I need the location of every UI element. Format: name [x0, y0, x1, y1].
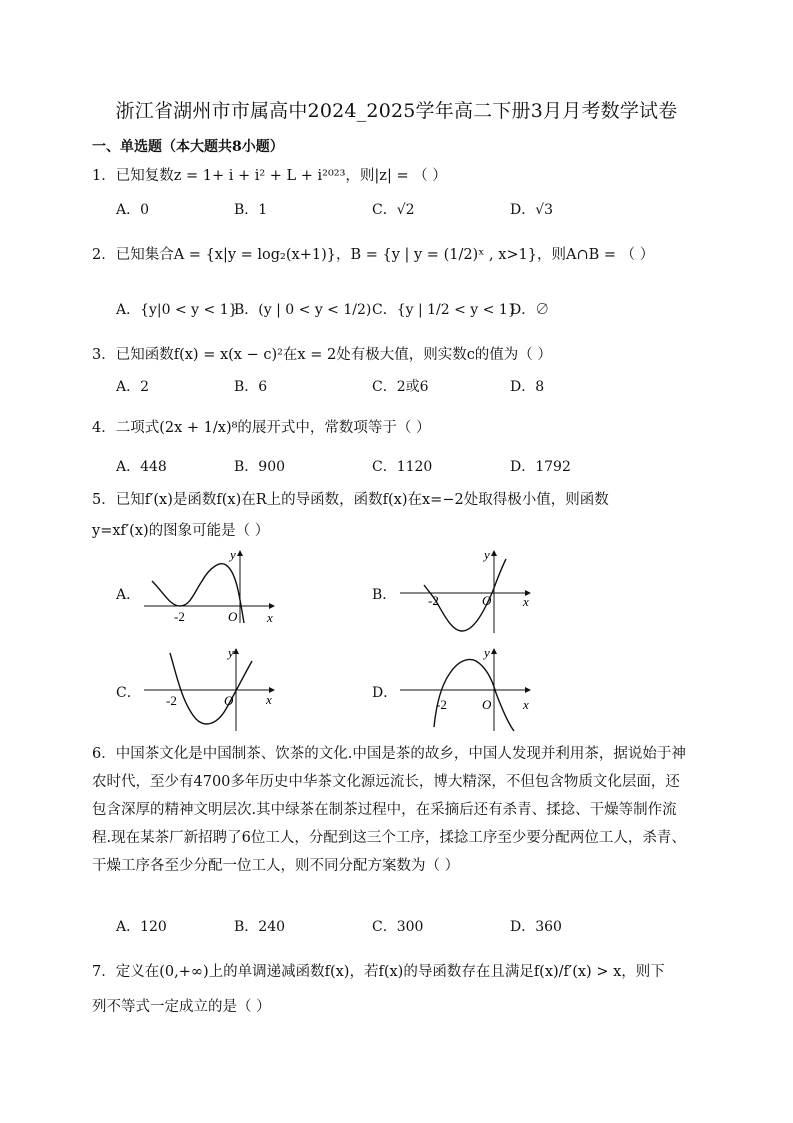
q2-option-c: C．{y | 1/2 < y < 1} [372, 302, 517, 318]
graph-label-b: B． [372, 587, 397, 603]
q1-option-a: A．0 [116, 202, 150, 218]
graph-a-x: x [267, 610, 273, 625]
graph-a-origin: O [228, 609, 238, 624]
q3-option-a: A．2 [116, 379, 150, 395]
graph-a-neg2: -2 [174, 609, 185, 624]
q6-option-d: D．360 [510, 919, 562, 935]
graph-b-y: y [484, 547, 490, 562]
q6-option-b: B．240 [234, 919, 286, 935]
graph-c-origin: O [224, 693, 234, 708]
graph-a [140, 545, 280, 627]
q4-option-b: B．900 [234, 459, 286, 475]
graph-d-neg2: -2 [436, 697, 447, 712]
question-1-stem: 1．已知复数z = 1+ i + i² + L + i²⁰²³，则|z| = （ ） [92, 168, 447, 184]
q4-option-d: D．1792 [510, 459, 571, 475]
graph-d-x: x [523, 697, 529, 712]
q3-option-d: D．8 [510, 379, 545, 395]
graph-a-y: y [230, 547, 236, 562]
question-5-line-2: y=xf′(x)的图象可能是（ ） [92, 523, 270, 539]
graph-label-c: C． [116, 685, 141, 701]
graph-d [396, 643, 538, 735]
question-4-stem: 4．二项式(2x + 1/x)⁸的展开式中，常数项等于（ ） [92, 420, 431, 436]
graph-c-neg2: -2 [166, 693, 177, 708]
question-3-stem: 3．已知函数f(x) = x(x − c)²在x = 2处有极大值，则实数c的值为（ ） [92, 347, 552, 363]
graph-c-x: x [266, 692, 272, 707]
graph-b [396, 545, 538, 637]
q1-option-d: D．√3 [510, 202, 554, 218]
graph-label-d: D． [372, 685, 398, 701]
question-5-line-1: 5．已知f′(x)是函数f(x)在R上的导函数，函数f(x)在x=−2处取得极小值，则函数 [92, 492, 609, 508]
question-6-text: 6．中国茶文化是中国制茶、饮茶的文化.中国是茶的故乡，中国人发现并利用茶，据说始于神农时代，至少有4700多年历史中华茶文化源远流长，博大精深，不但包含物质文化层面，还包含深厚的精神文明层次.其中绿茶在制茶过程中，在采摘后还有杀青、揉捻、干燥等制作流程.现在某茶厂新招聘了6位工人，分配到这三个工序，揉捻工序至少要分配两位工人，杀青、干燥工序各至少分配一位工人，则不同分配方案数为（ ） [92, 746, 686, 874]
graph-b-neg2: -2 [428, 593, 439, 608]
question-7-line-1: 7．定义在(0,+∞)上的单调递减函数f(x)，若f(x)的导函数存在且满足f(x)/f′(x) > x，则下 [92, 964, 665, 980]
graph-c [140, 643, 280, 735]
graph-b-origin: O [482, 593, 492, 608]
q1-option-c: C．√2 [372, 202, 415, 218]
q2-option-a: A．{y|0 < y < 1} [116, 302, 238, 318]
question-7-line-2: 列不等式一定成立的是（ ） [92, 999, 271, 1015]
question-2-stem: 2．已知集合A = {x|y = log₂(x+1)}，B = {y | y = (1/2)ˣ , x>1}，则A∩B = （ ） [92, 247, 655, 263]
graph-c-y: y [228, 645, 234, 660]
q3-option-c: C．2或6 [372, 379, 429, 395]
q6-option-c: C．300 [372, 919, 424, 935]
q4-option-c: C．1120 [372, 459, 433, 475]
q4-option-a: A．448 [116, 459, 167, 475]
q2-option-d: D．∅ [510, 302, 550, 318]
graph-d-y: y [484, 645, 490, 660]
section-heading: 一、单选题（本大题共8小题） [92, 139, 284, 155]
q2-option-b: B．(y | 0 < y < 1/2) [234, 302, 372, 318]
graph-d-origin: O [482, 697, 492, 712]
graph-b-x: x [523, 594, 529, 609]
q3-option-b: B．6 [234, 379, 268, 395]
graph-label-a: A． [116, 587, 141, 603]
q1-option-b: B．1 [234, 202, 268, 218]
q6-option-a: A．120 [116, 919, 167, 935]
exam-title: 浙江省湖州市市属高中2024_2025学年高二下册3月月考数学试卷 [115, 100, 678, 122]
